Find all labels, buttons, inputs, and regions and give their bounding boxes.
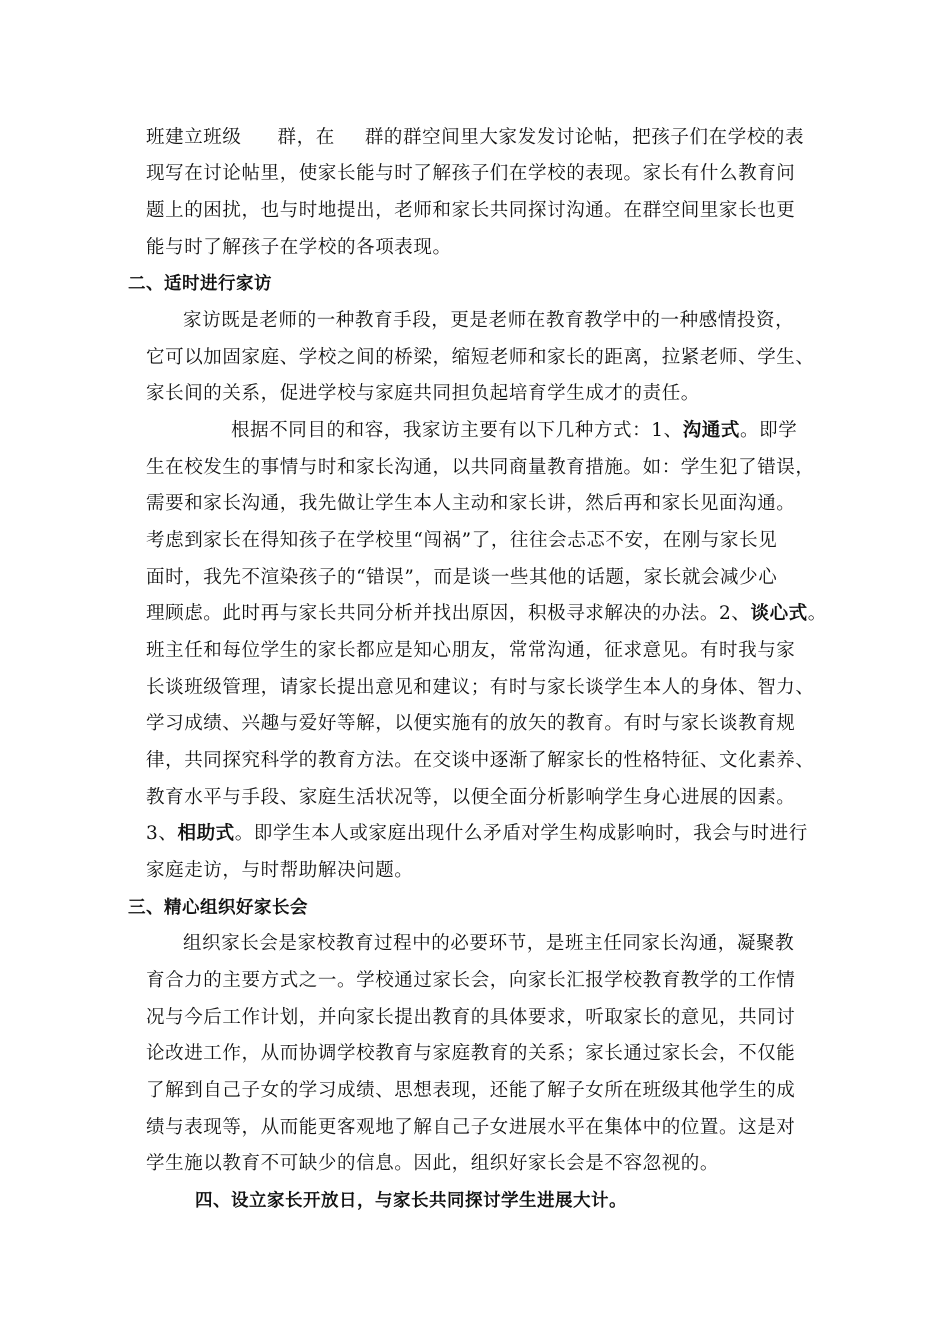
- paragraph-line: 学生施以教育不可缺少的信息。因此，组织好家长会是不容忽视的。: [146, 1153, 720, 1174]
- paragraph-line: 绩与表现等，从而能更客观地了解自己子女进展水平在集体中的位置。这是对: [146, 1117, 796, 1138]
- paragraph-line: 能与时了解孩子在学校的各项表现。: [146, 237, 452, 258]
- paragraph-line: 考虑到家长在得知孩子在学校里“闯祸”了，往往会忐忑不安，在刚与家长见: [146, 530, 778, 551]
- paragraph-line: 班主任和每位学生的家长都应是知心朋友，常常沟通，征求意见。有时我与家: [146, 640, 796, 661]
- section-heading: 三、精心组织好家长会: [128, 898, 308, 918]
- text-segment: 3、: [146, 823, 178, 844]
- paragraph-line: 学习成绩、兴趣与爱好等解，以便实施有的放矢的教育。有时与家长谈教育规: [146, 713, 796, 734]
- text-segment: 群的群空间里大家发发讨论帖，把孩子们在学校的表: [364, 127, 805, 148]
- text-segment: 。即学: [740, 420, 798, 441]
- emphasis-term: 相助式: [177, 823, 235, 844]
- paragraph-line: [146, 822, 808, 846]
- text-segment: 群，在: [277, 127, 335, 148]
- paragraph-line: 它可以加固家庭、学校之间的桥梁，缩短老师和家长的距离，拉紧老师、学生、: [146, 347, 815, 368]
- section-heading: 四、设立家长开放日，与家长共同探讨学生进展大计。: [195, 1191, 627, 1211]
- emphasis-term: 沟通式: [682, 420, 740, 441]
- section-heading: 二、适时进行家访: [128, 274, 272, 294]
- paragraph-line: 生在校发生的事情与时和家长沟通，以共同商量教育措施。如：学生犯了错误，: [146, 457, 815, 478]
- paragraph-line: 了解到自己子女的学习成绩、思想表现，还能了解子女所在班级其他学生的成: [146, 1080, 796, 1101]
- paragraph-line: 组织家长会是家校教育过程中的必要环节，是班主任同家长沟通，凝聚教: [183, 933, 795, 954]
- paragraph-line: 教育水平与手段、家庭生活状况等，以便全面分析影响学生身心进展的因素。: [146, 787, 796, 808]
- paragraph-line: [146, 602, 827, 626]
- paragraph-line: 论改进工作，从而协调学校教育与家庭教育的关系；家长通过家长会，不仅能: [146, 1043, 796, 1064]
- paragraph-line: 家访既是老师的一种教育手段，更是老师在教育教学中的一种感情投资，: [183, 310, 795, 331]
- paragraph-line: 现写在讨论帖里，使家长能与时了解孩子们在学校的表现。家长有什么教育问: [146, 163, 796, 184]
- paragraph-line: 况与今后工作计划，并向家长提出教育的具体要求，听取家长的意见，共同讨: [146, 1007, 796, 1028]
- emphasis-term: 谈心式: [750, 603, 808, 624]
- paragraph-line: 律，共同探究科学的教育方法。在交谈中逐渐了解家长的性格特征、文化素养、: [146, 750, 815, 771]
- text-segment: 根据不同目的和容，我家访主要有以下几种方式：1、: [231, 420, 683, 441]
- paragraph-line: [146, 126, 804, 150]
- paragraph-line: 面时，我先不渲染孩子的“错误”，而是谈一些其他的话题，家长就会减少心: [146, 567, 778, 588]
- paragraph-line: 长谈班级管理，请家长提出意见和建议；有时与家长谈学生本人的身体、智力、: [146, 677, 815, 698]
- paragraph-line: 需要和家长沟通，我先做让学生本人主动和家长讲，然后再和家长见面沟通。: [146, 493, 796, 514]
- paragraph-line: 家长间的关系，促进学校与家庭共同担负起培育学生成才的责任。: [146, 383, 700, 404]
- paragraph-line: [231, 419, 797, 443]
- text-segment: 班建立班级: [146, 127, 242, 148]
- text-segment: 理顾虑。此时再与家长共同分析并找出原因，积极寻求解决的办法。2、: [146, 603, 751, 624]
- text-segment: 。: [807, 603, 827, 624]
- paragraph-line: 家庭走访，与时帮助解决问题。: [146, 860, 414, 881]
- paragraph-line: 题上的困扰，也与时地提出，老师和家长共同探讨沟通。在群空间里家长也更: [146, 200, 796, 221]
- paragraph-line: 育合力的主要方式之一。学校通过家长会，向家长汇报学校教育教学的工作情: [146, 970, 796, 991]
- text-segment: 。即学生本人或家庭出现什么矛盾对学生构成影响时，我会与时进行: [234, 823, 808, 844]
